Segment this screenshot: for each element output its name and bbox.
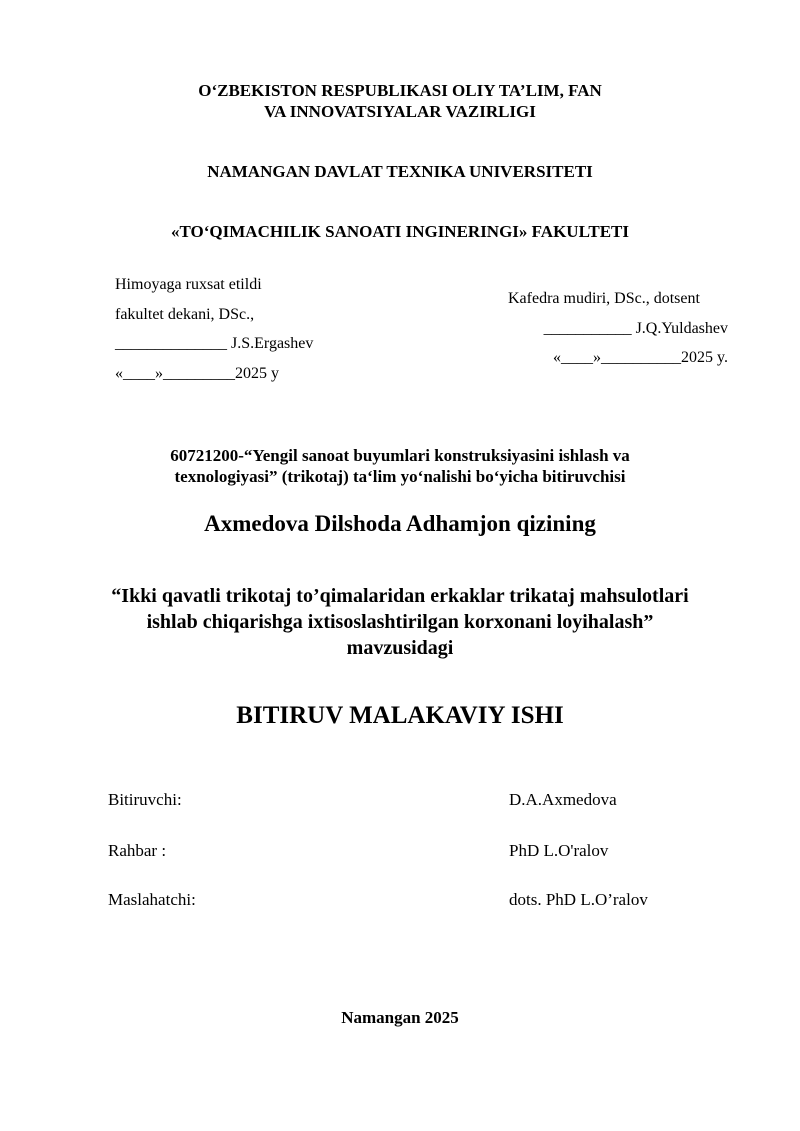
place-year: Namangan 2025	[341, 1008, 459, 1027]
topic-line-2: ishlab chiqarishga ixtisoslashtirilgan korxonani loyihalash”	[146, 611, 654, 633]
specialty-line-1: 60721200-“Yengil sanoat buyumlari konstruksiyasini ishlash va	[170, 446, 630, 465]
dean-approval-block	[115, 270, 313, 388]
ministry-line-1: O‘ZBEKISTON RESPUBLIKASI OLIY TA’LIM, FAN	[198, 81, 602, 100]
document-type-title: BITIRUV MALAKAVIY ISHI	[236, 702, 564, 729]
dean-signature-line: ______________ J.S.Ergashev	[115, 335, 314, 352]
supervisor-label: Rahbar :	[108, 841, 167, 860]
graduate-label: Bitiruvchi:	[108, 790, 182, 809]
department-head-date-line: «____»__________2025 y.	[553, 349, 728, 366]
graduate-name: D.A.Axmedova	[509, 790, 617, 809]
ministry-line-2: VA INNOVATSIYALAR VAZIRLIGI	[264, 102, 536, 121]
thesis-topic	[0, 583, 800, 661]
consultant-name: dots. PhD L.O’ralov	[509, 890, 648, 909]
dean-date-line: «____»_________2025 y	[115, 364, 279, 382]
specialty-description	[0, 445, 800, 487]
supervisor-name: PhD L.O'ralov	[509, 841, 609, 860]
university-name: NAMANGAN DAVLAT TEXNIKA UNIVERSITETI	[207, 162, 593, 181]
dean-position: fakultet dekani, DSc.,	[115, 305, 255, 323]
student-name: Axmedova Dilshoda Adhamjon qizining	[204, 511, 596, 536]
ministry-heading	[0, 80, 800, 122]
specialty-line-2: texnologiyasi” (trikotaj) ta‘lim yo‘nalishi bo‘yicha bitiruvchisi	[174, 467, 626, 486]
department-head-position: Kafedra mudiri, DSc., dotsent	[508, 290, 700, 307]
approval-title: Himoyaga ruxsat etildi	[115, 276, 262, 293]
department-head-signature-line: ___________ J.Q.Yuldashev	[543, 319, 728, 337]
topic-line-3: mavzusidagi	[346, 637, 454, 659]
faculty-name: «TO‘QIMACHILIK SANOATI INGINERINGI» FAKULTETI	[171, 222, 629, 241]
head-of-department-block	[508, 284, 728, 373]
topic-line-1: “Ikki qavatli trikotaj to’qimalaridan erkaklar trikataj mahsulotlari	[111, 585, 689, 607]
consultant-label: Maslahatchi:	[108, 890, 196, 909]
